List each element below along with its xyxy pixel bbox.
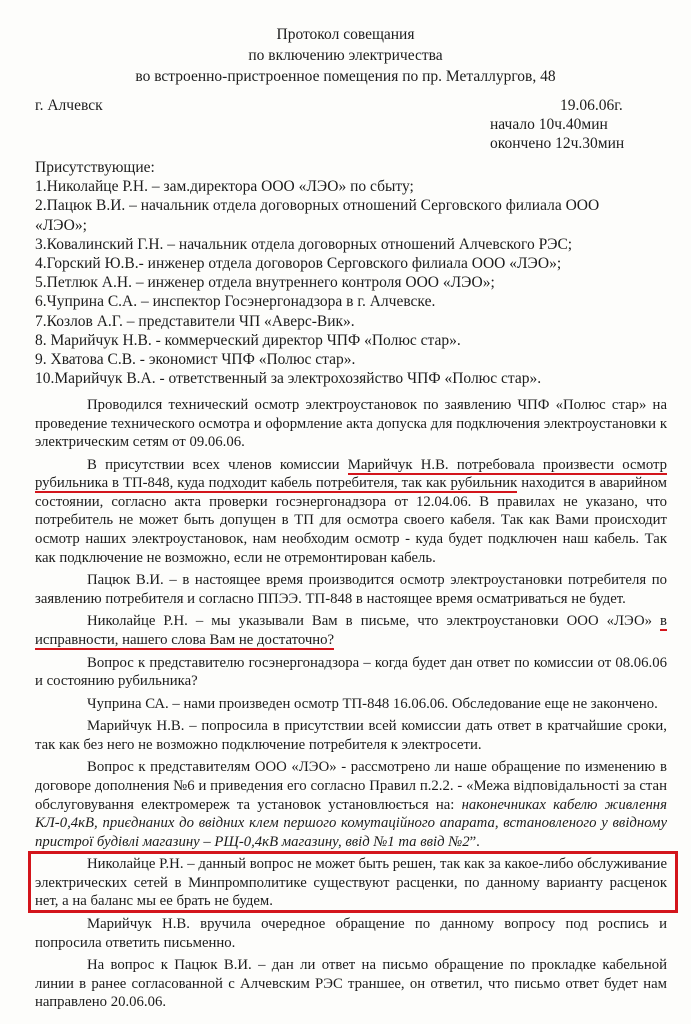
start-time: начало 10ч.40мин (490, 116, 608, 133)
paragraph: Вопрос к представителям ООО «ЛЭО» - рассмотрено ли наше обращение по изменению в договоре дополнения №6 и приведения его согласно Правил п.2.2. - «Межа відповідальності за стан обслуговування електромереж та установок установлюється на: наконечниках кабелю живлення КЛ-0,4кВ, приєднаних до ввідних клем першого комутаційного апарата, встановленого у ввідному пристрої будівлі магазину – РЩ-0,4кВ магазину, ввід №1 та ввід №2”. (35, 759, 667, 850)
paragraph: На вопрос к Пацюк В.И. – дан ли ответ на письмо обращение по прокладке кабельной линии в ранее согласованной с Алчевским РЭС траншее, он ответил, что письмо ответ будет нам направлено 20.06.06. (35, 957, 667, 1011)
attendee-item: 4.Горский Ю.В.- инженер отдела договоров Серговского филиала ООО «ЛЭО»; (35, 255, 562, 273)
attendee-item: 5.Петлюк А.Н. – инженер отдела внутреннего контроля ООО «ЛЭО»; (35, 274, 495, 292)
paragraph: Марийчук Н.В. – попросила в присутствии всей комиссии дать ответ в кратчайшие сроки, так как без него не возможно подключение потребителя к электросети. (35, 718, 667, 753)
attendee-item: 6.Чуприна С.А. – инспектор Госэнергонадзора в г. Алчевске. (35, 293, 436, 311)
attendee-item: 7.Козлов А.Г. – представители ЧП «Аверс-Вик». (35, 312, 355, 330)
paragraph-boxed: Николайце Р.Н. – данный вопрос не может быть решен, так как за какое-либо обслуживание электрических сетей в Минпромполитике существуют расценки, по данному варианту расценок нет, а на баланс мы ее брать не будем. (35, 856, 667, 910)
red-underline-highlight: в исправности, нашего слова Вам не достаточно? (35, 613, 667, 648)
paragraph: Пацюк В.И. – в настоящее время производится осмотр электроустановки потребителя по заявлению потребителя и согласно ППЭЭ. ТП-848 в настоящее время осматриваться не будет. (35, 572, 667, 607)
meeting-date: 19.06.06г. (560, 97, 623, 114)
city: г. Алчевск (35, 97, 103, 114)
attendee-item: 8. Марийчук Н.В. - коммерческий директор ЧПФ «Полюс стар». (35, 331, 461, 349)
paragraph: Николайце Р.Н. – мы указывали Вам в письме, что электроустановки ООО «ЛЭО» в исправности, нашего слова Вам не достаточно? (35, 613, 667, 648)
italic-quote: наконечниках кабелю живлення КЛ-0,4кВ, приєднаних до ввідних клем першого комутаційного апарата, встановленого у ввідному пристрої будівлі магазину – РЩ-0,4кВ магазину, ввід №1 та ввід №2 (35, 796, 667, 850)
paragraph: Чуприна СА. – нами произведен осмотр ТП-848 16.06.06. Обследование еще не закончено. (87, 695, 658, 712)
protocol-body (35, 396, 667, 1016)
red-underline-highlight: Марийчук Н.В. потребовала произвести осмотр рубильника в ТП-848, куда подходит кабель потребителя, так как рубильник (35, 456, 668, 492)
attendees-list (35, 158, 599, 388)
attendee-item: 2.Пацюк В.И. – начальник отдела договорных отношений Серговского филиала ООО (35, 197, 600, 215)
paragraph: В присутствии всех членов комиссии Марийчук Н.В. потребовала произвести осмотр рубильника в ТП-848, куда подходит кабель потребителя, так как рубильник находится в аварийном состоянии, согласно акта проверки госэнергонадзора от 12.04.06. В правилах не указано, что потребитель не может быть допущен в ТП для осмотра своего кабеля. Так как Вами происходит осмотр наших электроустановок, нам необходим осмотр - куда будет подключен наш кабель. Так как подключение не возможно, если не отремонтирован кабель. (35, 456, 668, 566)
end-time: окончено 12ч.30мин (490, 135, 625, 152)
red-box-highlight (28, 851, 678, 913)
paragraph: Марийчук Н.В. вручила очередное обращение по данному вопросу под роспись и попросила ответить письменно. (35, 916, 667, 951)
paragraph: Проводился технический осмотр электроустановок по заявлению ЧПФ «Полюс стар» на проведение технического осмотра и оформление акта допуска для подключения электроустановки к электрическим сетям от 09.06.06. (35, 397, 667, 451)
doc-title-line2: по включению электричества (248, 47, 443, 64)
paragraph: Вопрос к представителю госэнергонадзора – когда будет дан ответ по комиссии от 08.06.06 и состоянию рубильника? (35, 654, 667, 690)
attendee-item: 10.Марийчук В.А. - ответственный за электрохозяйство ЧПФ «Полюс стар». (35, 370, 542, 388)
attendees-label: Присутствующие: (35, 159, 155, 176)
doc-title-line1: Протокол совещания (276, 26, 415, 43)
attendee-item: 1.Николайце Р.Н. – зам.директора ООО «ЛЭО» по сбыту; (35, 178, 414, 196)
attendee-item: 3.Ковалинский Г.Н. – начальник отдела договорных отношений Алчевского РЭС; (35, 235, 573, 253)
attendee-item: «ЛЭО»; (35, 216, 87, 234)
doc-title-line3: во встроенно-пристроенное помещения по пр. Металлургов, 48 (135, 68, 556, 85)
attendee-item: 9. Хватова С.В. - экономист ЧПФ «Полюс стар». (35, 351, 356, 369)
